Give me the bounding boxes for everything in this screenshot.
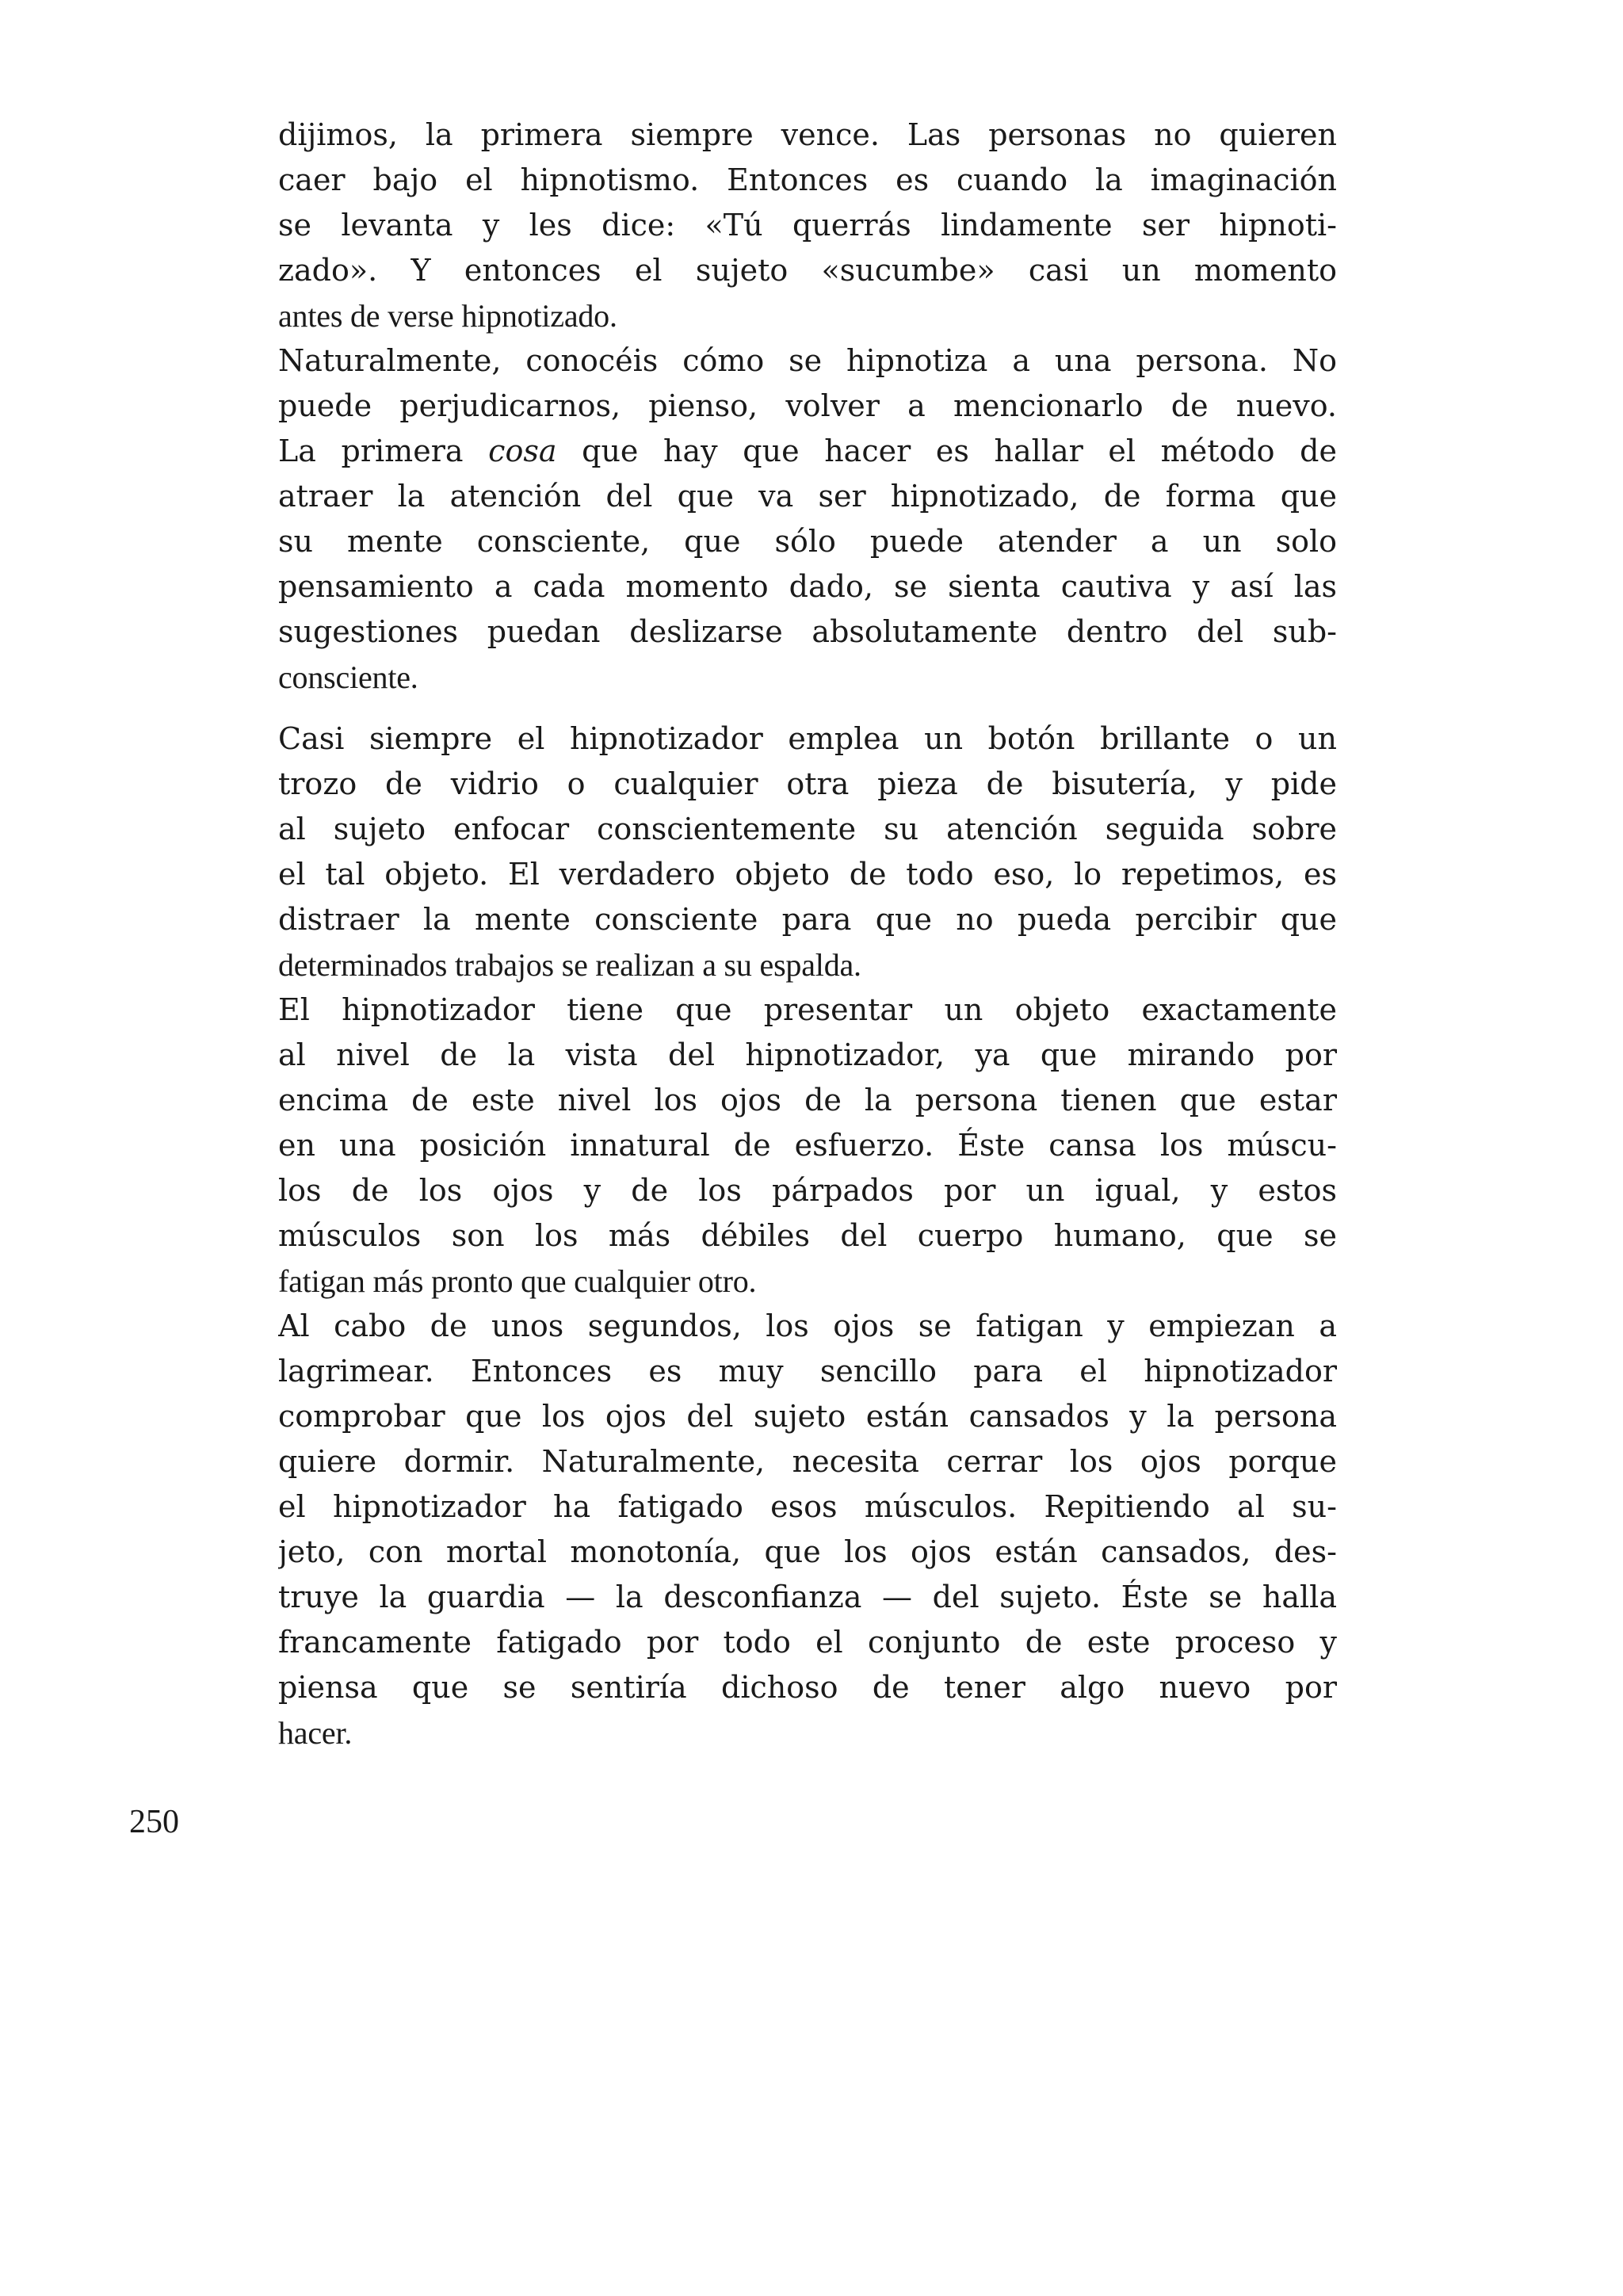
paragraph-gap xyxy=(278,700,1337,716)
text-line: atraer la atención del que va ser hipnotizado, de forma que xyxy=(278,479,1337,514)
text-segment: La primera xyxy=(278,434,489,468)
text-line: al sujeto enfocar conscientemente su atención seguida sobre xyxy=(278,812,1337,846)
text-line: trozo de vidrio o cualquier otra pieza de bisutería, y pide xyxy=(278,766,1337,801)
text-line: su mente consciente, que sólo puede atender a un solo xyxy=(278,524,1337,559)
text-line: puede perjudicarnos, pienso, volver a mencionarlo de nuevo. xyxy=(278,388,1337,423)
text-line: quiere dormir. Naturalmente, necesita cerrar los ojos porque xyxy=(278,1444,1337,1479)
text-line: antes de verse hipnotizado. xyxy=(278,298,617,334)
text-segment: que hay que hacer es hallar el método de xyxy=(556,434,1337,468)
text-line: Al cabo de unos segundos, los ojos se fatigan y empiezan a xyxy=(278,1308,1337,1343)
text-line: en una posición innatural de esfuerzo. Éste cansa los múscu- xyxy=(278,1128,1337,1163)
text-line: caer bajo el hipnotismo. Entonces es cuando la imaginación xyxy=(278,162,1337,197)
page-number: 250 xyxy=(129,1804,179,1840)
text-line: El hipnotizador tiene que presentar un objeto exactamente xyxy=(278,992,1337,1027)
body-text xyxy=(278,113,1337,1755)
text-line: zado». Y entonces el sujeto «sucumbe» casi un momento xyxy=(278,253,1337,288)
text-line: piensa que se sentiría dichoso de tener algo nuevo por xyxy=(278,1670,1337,1705)
text-line: los de los ojos y de los párpados por un igual, y estos xyxy=(278,1173,1337,1208)
text-line: el hipnotizador ha fatigado esos músculos. Repitiendo al su- xyxy=(278,1489,1337,1524)
text-line: al nivel de la vista del hipnotizador, ya que mirando por xyxy=(278,1037,1337,1072)
text-line: distraer la mente consciente para que no pueda percibir que xyxy=(278,902,1337,937)
italic-emphasis: cosa xyxy=(488,434,557,468)
text-line: lagrimear. Entonces es muy sencillo para el hipnotizador xyxy=(278,1354,1337,1389)
text-line: dijimos, la primera siempre vence. Las personas no quieren xyxy=(278,117,1337,152)
text-line: truye la guardia — la desconfianza — del sujeto. Éste se halla xyxy=(278,1580,1337,1614)
text-line: pensamiento a cada momento dado, se sienta cautiva y así las xyxy=(278,569,1337,604)
text-line: fatigan más pronto que cualquier otro. xyxy=(278,1263,757,1299)
text-line: el tal objeto. El verdadero objeto de todo eso, lo repetimos, es xyxy=(278,857,1337,892)
text-line: consciente. xyxy=(278,659,418,695)
text-line: francamente fatigado por todo el conjunto de este proceso y xyxy=(278,1625,1337,1660)
text-line xyxy=(278,429,1337,474)
text-line: determinados trabajos se realizan a su espalda. xyxy=(278,947,861,983)
text-line: encima de este nivel los ojos de la persona tienen que estar xyxy=(278,1083,1337,1117)
text-line: sugestiones puedan deslizarse absolutamente dentro del sub- xyxy=(278,614,1337,649)
text-line: Naturalmente, conocéis cómo se hipnotiza a una persona. No xyxy=(278,343,1337,378)
text-line: Casi siempre el hipnotizador emplea un botón brillante o un xyxy=(278,721,1337,756)
text-line: músculos son los más débiles del cuerpo humano, que se xyxy=(278,1218,1337,1253)
text-line: hacer. xyxy=(278,1715,353,1751)
text-line: se levanta y les dice: «Tú querrás lindamente ser hipnoti- xyxy=(278,208,1337,243)
text-line: comprobar que los ojos del sujeto están cansados y la persona xyxy=(278,1399,1337,1434)
text-line: jeto, con mortal monotonía, que los ojos están cansados, des- xyxy=(278,1534,1337,1569)
